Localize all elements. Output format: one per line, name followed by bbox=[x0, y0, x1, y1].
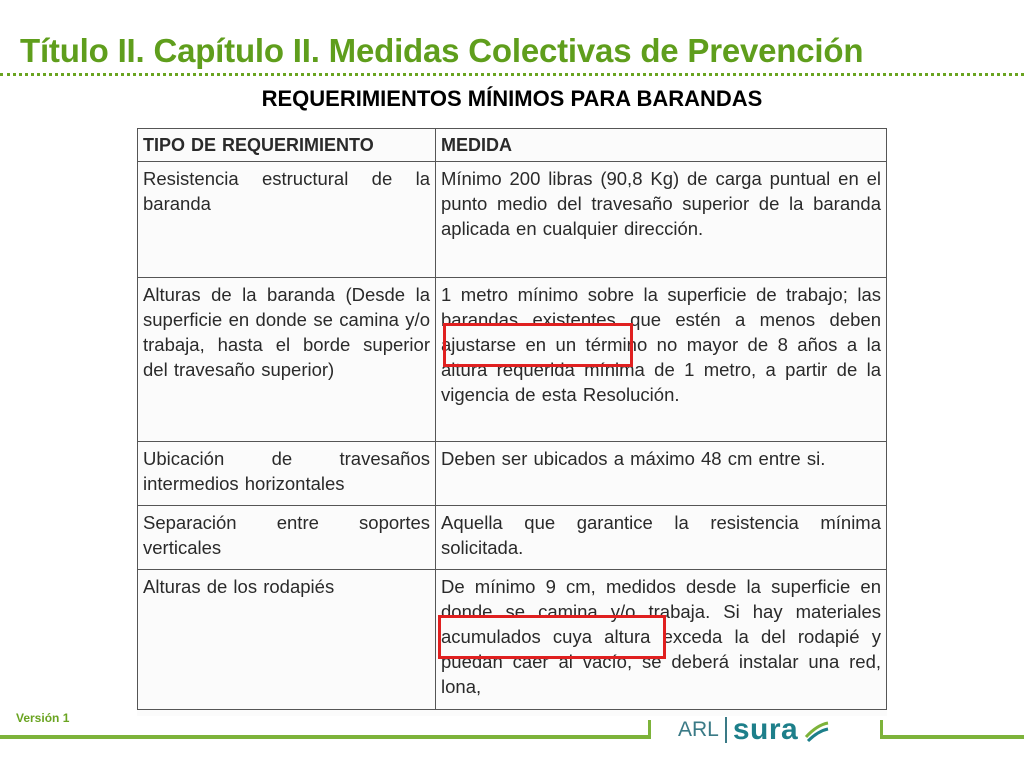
slide-subtitle: REQUERIMIENTOS MÍNIMOS PARA BARANDAS bbox=[261, 86, 763, 111]
requirement-cell: Alturas de los rodapiés bbox=[138, 570, 436, 710]
table-row bbox=[138, 162, 887, 278]
logo-sura-text: sura bbox=[732, 713, 799, 746]
requirement-cell: Ubicación de travesaños intermedios horizontales bbox=[138, 442, 436, 506]
requirement-cell: Alturas de la baranda (Desde la superficie en donde se camina y/o trabaja, hasta el borde superior del travesaño superior) bbox=[138, 278, 436, 442]
measure-cell: Deben ser ubicados a máximo 48 cm entre si. bbox=[436, 442, 887, 506]
measure-cell: De mínimo 9 cm, medidos desde la superficie en donde se camina y/o trabaja. Si hay materiales acumulados cuya altura exceda la del rodapié y puedan caer al vacío, se deberá instalar una red, lona, bbox=[436, 570, 887, 710]
logo-arl-text: ARL bbox=[678, 718, 719, 741]
measure-cell: Mínimo 200 libras (90,8 Kg) de carga puntual en el punto medio del travesaño superior de la baranda aplicada en cualquier dirección. bbox=[436, 162, 887, 278]
arl-sura-logo bbox=[678, 713, 830, 747]
slide-title: Título II. Capítulo II. Medidas Colectivas de Prevención bbox=[20, 32, 864, 69]
sura-swoosh-icon bbox=[804, 717, 830, 743]
requirement-cell: Separación entre soportes verticales bbox=[138, 506, 436, 570]
footer-tick-right bbox=[880, 720, 883, 739]
requirement-cell: Resistencia estructural de la baranda bbox=[138, 162, 436, 278]
footer-bar-left bbox=[0, 735, 650, 739]
highlight-box-minimum-height bbox=[443, 323, 633, 367]
footer-tick-left bbox=[648, 720, 651, 739]
table-row bbox=[138, 442, 887, 506]
header-requirement-type: TIPO DE REQUERIMIENTO bbox=[138, 129, 436, 162]
table-row bbox=[138, 506, 887, 570]
header-measure: MEDIDA bbox=[436, 129, 887, 162]
table-header-row bbox=[138, 129, 887, 162]
footer-bar-right bbox=[880, 735, 1024, 739]
logo-separator bbox=[725, 717, 727, 743]
highlight-box-accumulated-materials bbox=[438, 615, 666, 659]
title-dotted-divider bbox=[0, 73, 1024, 76]
version-label: Versión 1 bbox=[16, 711, 70, 725]
measure-cell: 1 metro mínimo sobre la superficie de trabajo; las barandas existentes que estén a menos deben ajustarse en un término no mayor de 8 años a la altura requerida mínima de 1 metro, a partir de la vigencia de esta Resolución. bbox=[436, 278, 887, 442]
measure-cell: Aquella que garantice la resistencia mínima solicitada. bbox=[436, 506, 887, 570]
